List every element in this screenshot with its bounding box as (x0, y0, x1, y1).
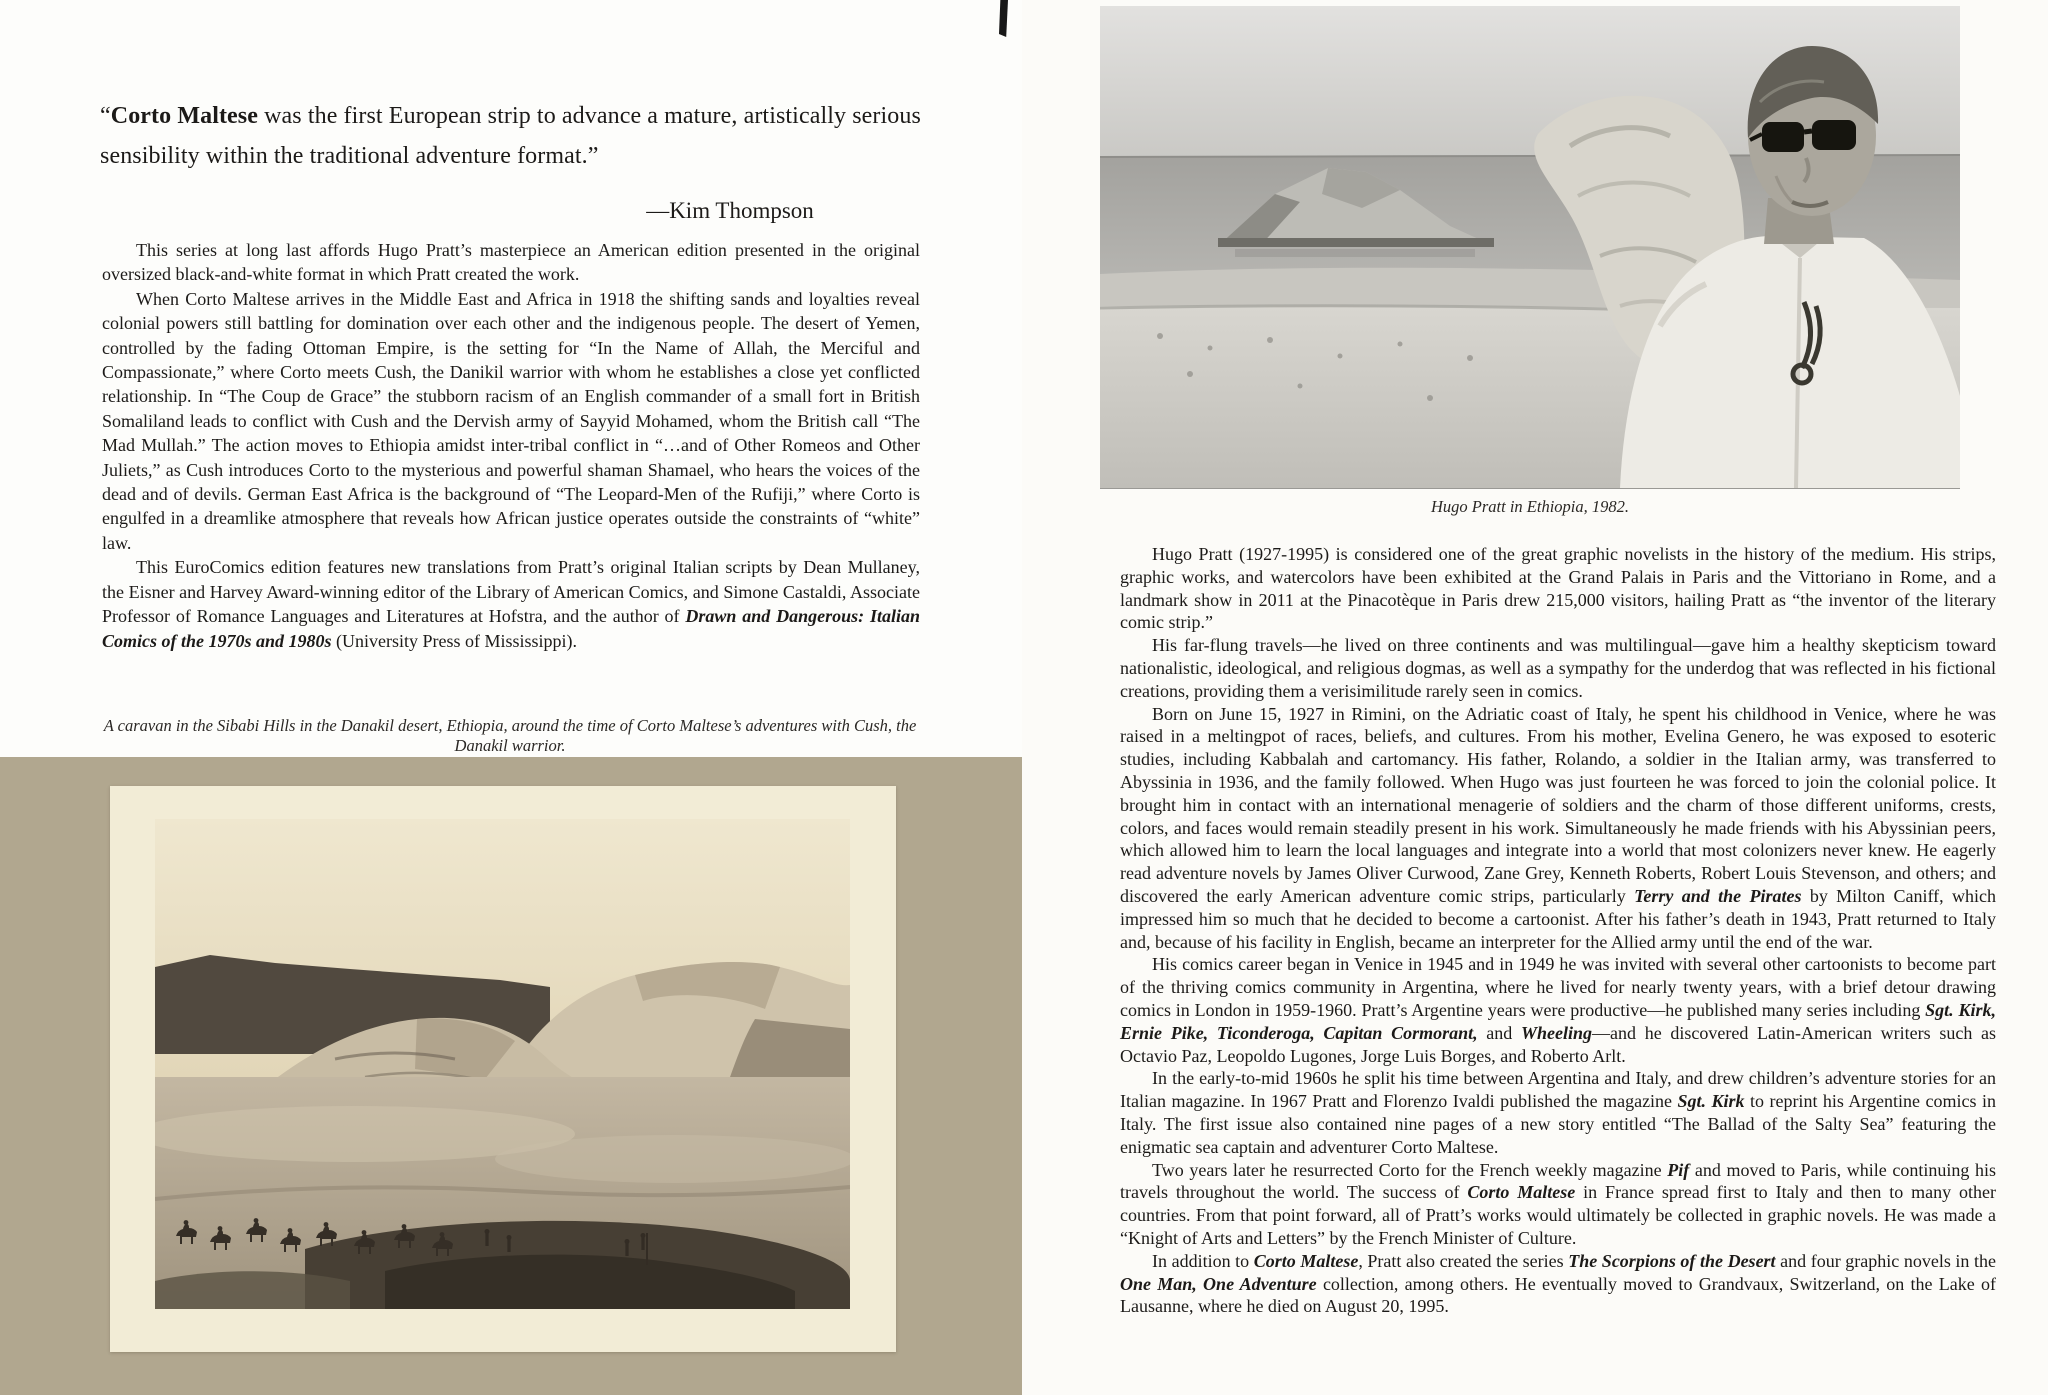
paragraph: Born on June 15, 1927 in Rimini, on the Adriatic coast of Italy, he spent his childhood in Venice, where he was raised in a meltingpot of races, beliefs, and cultures. From his mother, Evelina Genero, he was exposed to esoteric studies, including Kabbalah and cartomancy. His father, Rolando, a soldier in the Italian army, was transferred to Abyssinia in 1936, and the family followed. When Hugo was just fourteen he was forced to join the colonial police. It brought him in contact with an international menagerie of soldiers and the charm of those different uniforms, crests, colors, and faces would remain steadily present in his work. Simultaneously he made friends with his Abyssinian peers, which allowed him to learn the local languages and integrate into a world that most colonizers never knew. He eagerly read adventure novels by James Oliver Curwood, Zane Grey, Kenneth Roberts, Robert Louis Stevenson, and others; and discovered the early American adventure comic strips, particularly Terry and the Pirates by Milton Caniff, which impressed him so much that he decided to become a cartoonist. After his father’s death in 1943, Pratt returned to Italy and, because of his facility in English, became an interpreter for the Allied army until the end of the war. (1120, 703, 1997, 952)
left-body-text (102, 238, 920, 653)
caravan-photo-caption: A caravan in the Sibabi Hills in the Danakil desert, Ethiopia, around the time of Corto Maltese’s adventures with Cush, the Danakil warrior. (103, 716, 917, 755)
right-body-text (1120, 543, 1996, 1318)
paragraph: His comics career began in Venice in 1945 and in 1949 he was invited with several other cartoonists to become part of the thriving comics community in Argentina, where he lived for nearly twenty years, with a brief detour drawing comics in London in 1959-1960. Pratt’s Argentine years were productive—he published many series including Sgt. Kirk, Ernie Pike, Ticonderoga, Capitan Cormorant, and Wheeling—and he discovered Latin-American writers such as Octavio Paz, Leopoldo Lugones, Jorge Luis Borges, and Roberto Arlt. (1120, 954, 1996, 1066)
pull-quote: “Corto Maltese was the first European strip to advance a mature, artistically serious sensibility within the traditional adventure format.” (100, 103, 921, 169)
paragraph: In the early-to-mid 1960s he split his time between Argentina and Italy, and drew children’s adventure stories for an Italian magazine. In 1967 Pratt and Florenzo Ivaldi published the magazine Sgt. Kirk to reprint his Argentine comics in Italy. The first issue also contained nine pages of a new story entitled “The Ballad of the Salty Sea” featuring the enigmatic sea captain and adventurer Corto Maltese. (1120, 1068, 1996, 1157)
paragraph: In addition to Corto Maltese, Pratt also created the series The Scorpions of the Desert and four graphic novels in the One Man, One Adventure collection, among others. He eventually moved to Grandvaux, Switzerland, on the Lake of Lausanne, where he died on August 20, 1995. (1120, 1250, 1996, 1317)
scrub-left (155, 1271, 350, 1309)
hugo-photo-caption: Hugo Pratt in Ethiopia, 1982. (1431, 497, 1629, 516)
paragraph: When Corto Maltese arrives in the Middle East and Africa in 1918 the shifting sands and loyalties reveal colonial powers still battling for domination over each other and the indigenous people. The desert of Yemen, controlled by the fading Ottoman Empire, is the setting for “In the Name of Allah, the Merciful and Compassionate,” where Corto meets Cush, the Danikil warrior with whom he establishes a close yet conflicted relationship. In “The Coup de Grace” the stubborn racism of an English commander of a small fort in British Somaliland leads to conflict with Cush and the Dervish army of Sayyid Mohamed, whom the British call “The Mad Mullah.” The action moves to Ethiopia amidst inter-tribal conflict in “…and of Other Romeos and Other Juliets,” as Cush introduces Corto to the mysterious and powerful shaman Shamael, who hears the voices of the dead and of devils. German East Africa is the background of “The Leopard-Men of the Rufiji,” where Corto is engulfed in a dreamlike atmosphere that reveals how African justice operates outside the constraints of “white” law. (102, 288, 920, 553)
paragraph: This EuroComics edition features new translations from Pratt’s original Italian scripts by Dean Mullaney, the Eisner and Harvey Award-winning editor of the Library of American Comics, and Simone Castaldi, Associate Professor of Romance Languages and Literatures at Hofstra, and the author of Drawn and Dangerous: Italian Comics of the 1970s and 1980s (University Press of Mississippi). (102, 557, 920, 651)
paragraph: His far-flung travels—he lived on three continents and was multilingual—gave him a healthy skepticism toward nationalistic, ideological, and religious dogmas, as well as a sympathy for the underdog that was reflected in his fictional creations, providing them a verisimilitude rarely seen in comics. (1120, 635, 1996, 701)
paragraph: Hugo Pratt (1927-1995) is considered one of the great graphic novelists in the history of the medium. His strips, graphic works, and watercolors have been exhibited at the Grand Palais in Paris and the Vittoriano in Rome, and a landmark show in 2011 at the Pinacotèque in Paris drew 215,000 visitors, hailing Pratt as “the inventor of the literary comic strip.” (1120, 544, 1996, 633)
tan-backdrop-panel (0, 757, 1022, 1395)
paragraph: This series at long last affords Hugo Pratt’s masterpiece an American edition presented in the original oversized black-and-white format in which Pratt created the work. (102, 240, 920, 285)
hugo-pratt-photo-art (1100, 6, 1960, 488)
paragraph: Two years later he resurrected Corto for the French weekly magazine Pif and moved to Paris, while continuing his travels throughout the world. The success of Corto Maltese in France spread first to Italy and then to many other countries. From that point forward, all of Pratt’s works would ultimately be collected in graphic novels. He was made a “Knight of Arts and Letters” by the French Minister of Culture. (1120, 1159, 1996, 1248)
hugo-pratt-photo (1100, 6, 1960, 489)
page-left (0, 0, 1022, 1395)
caravan-photo-card (110, 786, 896, 1352)
plain-highlight (495, 1135, 850, 1183)
caravan-photo (155, 819, 850, 1309)
page-right (1022, 0, 2048, 1395)
quote-attribution: —Kim Thompson (646, 198, 814, 223)
